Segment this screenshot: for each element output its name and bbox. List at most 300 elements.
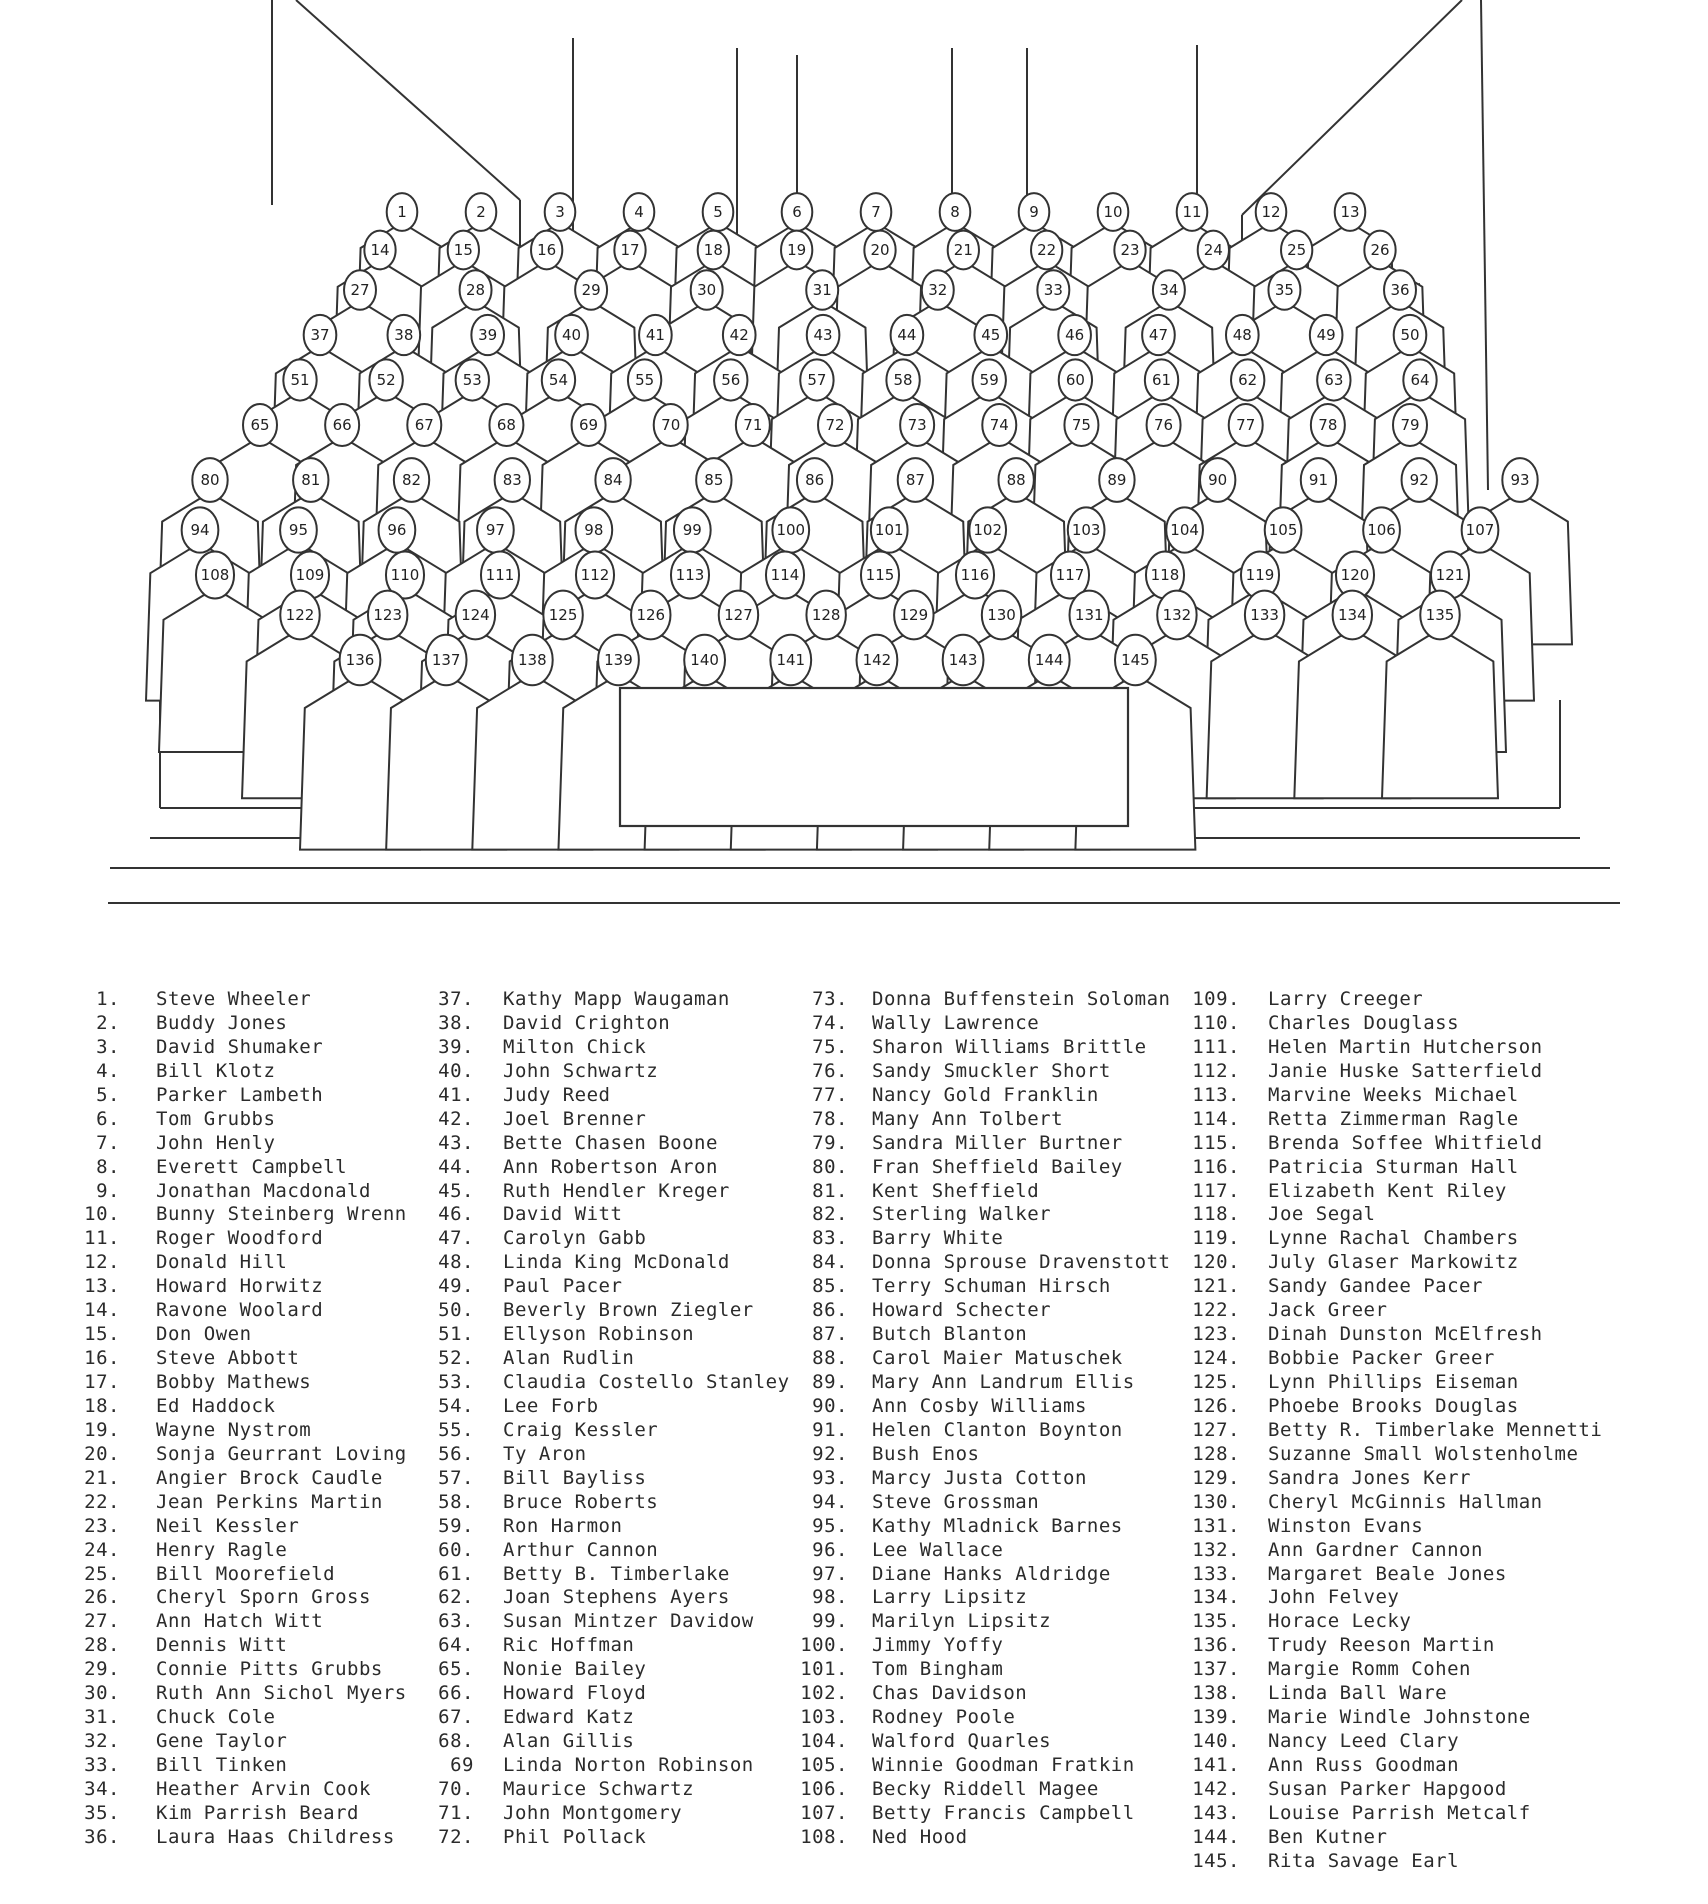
key-entry <box>430 1634 635 1658</box>
key-entry-number: 71. <box>438 1801 474 1824</box>
key-entry-number: 107. <box>800 1801 848 1824</box>
key-entry-number: 51. <box>438 1323 474 1346</box>
key-entry-number: 31. <box>84 1706 120 1729</box>
held-banner <box>620 688 1128 826</box>
key-entry-number: 115. <box>1192 1131 1240 1154</box>
silhouette-number: 12 <box>1261 203 1281 221</box>
key-entry-name: Cheryl Sporn Gross <box>156 1586 371 1609</box>
key-entry-name: Donna Buffenstein Soloman <box>872 988 1171 1010</box>
key-entry-number: 54. <box>438 1394 474 1417</box>
key-entry <box>430 988 730 1012</box>
key-entry-name: Walford Quarles <box>872 1730 1052 1753</box>
key-entry-number: 124. <box>1192 1347 1240 1370</box>
key-entry <box>430 1754 754 1778</box>
key-entry <box>78 1658 383 1682</box>
key-entry-number: 85. <box>812 1275 848 1298</box>
silhouette-number: 131 <box>1074 606 1104 624</box>
silhouette-number: 65 <box>250 416 270 434</box>
silhouette-number: 144 <box>1034 651 1064 669</box>
key-entry-number: 132. <box>1192 1538 1240 1561</box>
silhouette-number: 106 <box>1367 521 1396 539</box>
key-entry <box>790 1179 1040 1204</box>
name-key-column-1 <box>78 988 407 1850</box>
silhouette-number: 41 <box>645 326 665 344</box>
silhouette-number: 125 <box>548 606 578 624</box>
key-entry-name: Ruth Ann Sichol Myers <box>156 1682 407 1705</box>
key-entry-name: Lynn Phillips Eiseman <box>1268 1371 1519 1393</box>
key-entry-name: Bruce Roberts <box>503 1490 659 1513</box>
key-entry <box>430 1801 683 1826</box>
key-entry-name: Rodney Poole <box>872 1706 1016 1729</box>
key-entry <box>790 1682 1028 1706</box>
key-entry-number: 91. <box>812 1418 848 1441</box>
key-entry <box>1188 1107 1519 1132</box>
silhouette-number: 124 <box>461 606 490 624</box>
silhouette-number: 132 <box>1162 606 1192 624</box>
key-entry-number: 10. <box>84 1203 120 1226</box>
key-entry <box>78 1514 300 1539</box>
key-entry <box>430 1730 635 1754</box>
key-entry-number: 88. <box>812 1347 848 1370</box>
key-entry-number: 56. <box>438 1442 474 1465</box>
key-entry-name: Betty B. Timberlake <box>503 1562 730 1585</box>
key-entry <box>790 1538 1004 1563</box>
silhouette-number: 22 <box>1037 241 1057 259</box>
key-entry-name: David Witt <box>503 1203 623 1226</box>
silhouette-number: 137 <box>431 651 461 669</box>
key-entry <box>790 1011 1040 1036</box>
key-entry <box>790 1490 1040 1515</box>
key-entry-name: Tom Bingham <box>872 1658 1004 1681</box>
silhouette-number: 68 <box>496 416 516 434</box>
key-entry-number: 59. <box>438 1514 474 1537</box>
key-entry-name: Jean Perkins Martin <box>156 1490 383 1513</box>
key-entry-name: Margaret Beale Jones <box>1268 1562 1507 1585</box>
silhouette-number: 87 <box>905 471 925 489</box>
key-entry <box>78 1801 359 1826</box>
silhouette-number: 92 <box>1409 471 1429 489</box>
key-entry <box>790 1777 1099 1802</box>
silhouette-number: 91 <box>1308 471 1329 489</box>
key-entry <box>78 1466 383 1491</box>
key-entry-name: Edward Katz <box>503 1706 635 1729</box>
key-entry <box>430 1418 659 1443</box>
key-entry <box>430 1777 695 1802</box>
silhouette-number: 82 <box>401 471 422 489</box>
key-entry-number: 5. <box>96 1083 120 1106</box>
silhouette-number: 21 <box>953 241 973 259</box>
silhouette-number: 61 <box>1151 371 1172 389</box>
silhouette-number: 14 <box>370 241 390 259</box>
key-entry-number: 53. <box>438 1371 474 1393</box>
silhouette-number: 23 <box>1120 241 1140 259</box>
silhouette-number: 96 <box>387 521 407 539</box>
key-entry <box>430 1466 647 1491</box>
key-entry-name: Joan Stephens Ayers <box>503 1586 730 1609</box>
key-entry-name: Arthur Cannon <box>503 1538 659 1561</box>
key-entry-name: Marvine Weeks Michael <box>1268 1083 1519 1106</box>
silhouette-number: 73 <box>907 416 927 434</box>
key-entry-name: Ben Kutner <box>1268 1825 1388 1848</box>
key-entry-name: Winnie Goodman Fratkin <box>872 1754 1135 1776</box>
key-entry-name: Chuck Cole <box>156 1706 276 1729</box>
key-entry-number: 47. <box>438 1227 474 1250</box>
key-entry <box>1188 1275 1483 1299</box>
silhouette-number: 80 <box>200 471 220 489</box>
key-entry-number: 86. <box>812 1299 848 1322</box>
silhouette-number: 72 <box>825 416 845 434</box>
key-entry-number: 60. <box>438 1538 474 1561</box>
key-entry-name: Laura Haas Childress <box>156 1825 395 1848</box>
key-entry <box>790 1658 1004 1682</box>
key-entry <box>430 1035 647 1060</box>
key-entry <box>1188 1514 1424 1539</box>
key-entry-name: Marie Windle Johnstone <box>1268 1706 1531 1729</box>
key-entry-number: 103. <box>800 1706 848 1729</box>
key-entry <box>790 1347 1123 1371</box>
silhouette-number: 112 <box>580 566 610 584</box>
key-entry-name: Alan Gillis <box>503 1730 635 1753</box>
key-entry-name: Angier Brock Caudle <box>156 1466 383 1489</box>
silhouette-number: 20 <box>870 241 890 259</box>
silhouette-number: 81 <box>301 471 321 489</box>
silhouette-number: 7 <box>871 203 881 221</box>
silhouette-number: 136 <box>345 651 375 669</box>
silhouette-number: 35 <box>1274 281 1294 299</box>
key-entry <box>790 1754 1135 1778</box>
key-entry-number: 136. <box>1192 1634 1240 1657</box>
key-entry-number: 125. <box>1192 1371 1240 1393</box>
key-entry-number: 14. <box>84 1299 120 1322</box>
key-entry-number: 131. <box>1192 1514 1240 1537</box>
key-entry <box>1188 1730 1460 1754</box>
key-entry <box>1188 1442 1579 1467</box>
key-entry-number: 6. <box>96 1107 120 1130</box>
key-entry-number: 12. <box>84 1251 120 1274</box>
key-entry <box>1188 1227 1519 1251</box>
key-entry-name: Ty Aron <box>503 1442 587 1465</box>
key-entry-number: 137. <box>1192 1658 1240 1681</box>
key-entry-name: Joel Brenner <box>503 1107 647 1130</box>
key-entry <box>1188 1490 1543 1515</box>
key-entry <box>430 1825 647 1850</box>
key-entry-number: 55. <box>438 1418 474 1441</box>
key-entry-number: 106. <box>800 1777 848 1800</box>
key-entry-name: Ruth Hendler Kreger <box>503 1179 730 1202</box>
name-key-column-4 <box>1188 988 1603 1874</box>
silhouette-number: 11 <box>1182 203 1202 221</box>
silhouette-number: 75 <box>1071 416 1091 434</box>
key-entry <box>1188 1706 1531 1730</box>
key-entry-number: 36. <box>84 1825 120 1848</box>
key-entry-number: 80. <box>812 1155 848 1178</box>
key-entry <box>430 1610 754 1634</box>
silhouette-number: 50 <box>1400 326 1420 344</box>
silhouette-number: 19 <box>787 241 807 259</box>
silhouette-number: 119 <box>1245 566 1275 584</box>
silhouette-number: 25 <box>1287 241 1307 259</box>
key-entry-name: Carolyn Gabb <box>503 1227 647 1250</box>
key-entry-name: Elizabeth Kent Riley <box>1268 1179 1507 1202</box>
silhouette-number: 9 <box>1029 203 1039 221</box>
key-entry-number: 122. <box>1192 1299 1240 1322</box>
silhouette-number: 55 <box>635 371 655 389</box>
key-entry <box>430 1442 587 1467</box>
key-entry-name: David Shumaker <box>156 1035 324 1058</box>
key-entry <box>1188 1418 1603 1443</box>
key-entry-name: Ed Haddock <box>156 1394 276 1417</box>
key-entry-number: 17. <box>84 1371 120 1393</box>
key-entry-name: Wally Lawrence <box>872 1011 1040 1034</box>
silhouette-number: 88 <box>1006 471 1026 489</box>
key-entry-name: Becky Riddell Magee <box>872 1777 1099 1800</box>
key-entry-name: Jimmy Yoffy <box>872 1634 1004 1657</box>
silhouette-number: 66 <box>332 416 352 434</box>
key-entry <box>790 1299 1052 1323</box>
silhouette-number: 64 <box>1410 371 1430 389</box>
key-entry-name: Kim Parrish Beard <box>156 1801 359 1824</box>
key-entry-name: Ravone Woolard <box>156 1299 324 1322</box>
key-entry-name: Jack Greer <box>1268 1299 1388 1322</box>
key-entry <box>78 1562 336 1587</box>
key-entry-number: 29. <box>84 1658 120 1681</box>
key-entry-number: 46. <box>438 1203 474 1226</box>
key-entry-number: 20. <box>84 1442 120 1465</box>
key-entry-number: 7. <box>96 1131 120 1154</box>
key-entry-number: 121. <box>1192 1275 1240 1298</box>
silhouette-number: 74 <box>989 416 1009 434</box>
silhouette-number: 29 <box>581 281 601 299</box>
key-entry-name: Janie Huske Satterfield <box>1268 1059 1543 1082</box>
key-entry-name: Dinah Dunston McElfresh <box>1268 1323 1543 1346</box>
key-entry-name: Betty Francis Campbell <box>872 1801 1135 1824</box>
key-entry-number: 128. <box>1192 1442 1240 1465</box>
key-entry <box>430 1562 730 1587</box>
key-entry-number: 69 <box>450 1754 474 1776</box>
key-entry <box>430 1371 790 1395</box>
silhouette-number: 114 <box>770 566 800 584</box>
silhouette-number: 140 <box>690 651 719 669</box>
silhouette-number: 1 <box>397 203 407 221</box>
silhouette-number: 86 <box>805 471 825 489</box>
key-entry <box>790 1203 1052 1227</box>
key-entry-number: 138. <box>1192 1682 1240 1705</box>
key-entry-number: 13. <box>84 1275 120 1298</box>
key-entry-name: Nancy Leed Clary <box>1268 1730 1460 1753</box>
silhouette-number: 79 <box>1400 416 1420 434</box>
name-key-column-3 <box>790 988 1171 1850</box>
key-entry <box>78 1418 312 1443</box>
silhouette-number: 47 <box>1148 326 1169 344</box>
silhouette-number: 120 <box>1340 566 1370 584</box>
silhouette-number: 27 <box>350 281 370 299</box>
key-entry-number: 143. <box>1192 1801 1240 1824</box>
key-entry-name: Charles Douglass <box>1268 1011 1460 1034</box>
silhouette-number: 90 <box>1208 471 1228 489</box>
key-entry <box>78 1323 252 1347</box>
silhouette-number: 38 <box>394 326 414 344</box>
key-entry <box>78 1011 288 1036</box>
silhouette-number: 108 <box>200 566 230 584</box>
key-entry <box>78 1227 324 1251</box>
silhouette-number: 70 <box>661 416 681 434</box>
key-entry <box>430 1706 635 1730</box>
key-entry-name: John Henly <box>156 1131 276 1154</box>
key-entry-name: Parker Lambeth <box>156 1083 324 1106</box>
key-entry-number: 41. <box>438 1083 474 1106</box>
key-entry <box>1188 1131 1543 1156</box>
key-entry-number: 109. <box>1192 988 1240 1010</box>
silhouette-number: 40 <box>561 326 582 344</box>
key-entry-number: 72. <box>438 1825 474 1848</box>
key-entry-name: Sandra Jones Kerr <box>1268 1466 1471 1489</box>
silhouette-number: 117 <box>1055 566 1085 584</box>
silhouette-number: 135 <box>1425 606 1455 624</box>
key-entry <box>430 1394 599 1419</box>
key-entry-number: 108. <box>800 1825 848 1848</box>
key-entry-name: Joe Segal <box>1268 1203 1376 1226</box>
silhouette-number: 53 <box>462 371 482 389</box>
key-entry <box>1188 988 1424 1012</box>
key-entry-number: 25. <box>84 1562 120 1585</box>
key-entry-name: Phoebe Brooks Douglas <box>1268 1394 1519 1417</box>
key-entry <box>790 1418 1123 1443</box>
key-entry-name: Kathy Mapp Waugaman <box>503 988 730 1010</box>
key-entry-name: Henry Ragle <box>156 1538 288 1561</box>
silhouette-number: 39 <box>478 326 498 344</box>
silhouette-number: 57 <box>807 371 827 389</box>
key-entry-name: Don Owen <box>156 1323 252 1346</box>
key-entry-number: 63. <box>438 1610 474 1633</box>
key-entry <box>430 1347 635 1371</box>
silhouette-number: 26 <box>1370 241 1390 259</box>
key-entry-name: Cheryl McGinnis Hallman <box>1268 1490 1543 1513</box>
key-entry-name: Chas Davidson <box>872 1682 1028 1705</box>
silhouette-number: 43 <box>813 326 833 344</box>
key-entry <box>78 988 312 1012</box>
key-entry <box>78 1059 276 1084</box>
silhouette-number: 142 <box>862 651 892 669</box>
key-entry-name: Rita Savage Earl <box>1268 1849 1460 1872</box>
key-entry-name: Horace Lecky <box>1268 1610 1412 1633</box>
key-entry-number: 30. <box>84 1682 120 1705</box>
key-entry-name: Ric Hoffman <box>503 1634 635 1657</box>
key-entry-name: Helen Clanton Boynton <box>872 1418 1123 1441</box>
key-entry-name: Ned Hood <box>872 1825 968 1848</box>
key-entry-number: 64. <box>438 1634 474 1657</box>
key-entry-number: 145. <box>1192 1849 1240 1872</box>
key-entry-number: 48. <box>438 1251 474 1274</box>
key-entry-name: Betty R. Timberlake Mennetti <box>1268 1418 1603 1441</box>
key-entry-number: 75. <box>812 1035 848 1058</box>
key-entry-number: 35. <box>84 1801 120 1824</box>
key-entry <box>790 1634 1004 1658</box>
silhouette-number: 138 <box>517 651 547 669</box>
key-entry <box>78 1035 324 1060</box>
key-entry-name: Sterling Walker <box>872 1203 1052 1226</box>
key-entry-name: Linda King McDonald <box>503 1251 730 1274</box>
key-entry <box>1188 1035 1543 1060</box>
silhouette-number: 123 <box>373 606 403 624</box>
key-entry <box>1188 1777 1507 1802</box>
silhouette-number: 44 <box>897 326 917 344</box>
key-entry-number: 78. <box>812 1107 848 1130</box>
key-entry <box>1188 1801 1531 1826</box>
key-entry <box>1188 1203 1376 1227</box>
key-entry <box>78 1442 407 1467</box>
key-entry-number: 92. <box>812 1442 848 1465</box>
key-entry <box>790 1586 1028 1610</box>
silhouette-number: 101 <box>874 521 904 539</box>
silhouette-number: 134 <box>1337 606 1367 624</box>
silhouette-number: 110 <box>390 566 420 584</box>
key-entry-name: Larry Lipsitz <box>872 1586 1028 1609</box>
key-entry-number: 139. <box>1192 1706 1240 1729</box>
silhouette-number: 16 <box>537 241 557 259</box>
key-entry-number: 120. <box>1192 1251 1240 1274</box>
key-entry-name: Alan Rudlin <box>503 1347 635 1370</box>
key-entry-name: Paul Pacer <box>503 1275 623 1298</box>
key-entry-name: Bill Bayliss <box>503 1466 647 1489</box>
silhouette-number: 126 <box>636 606 666 624</box>
key-entry-number: 26. <box>84 1586 120 1609</box>
silhouette-number: 71 <box>743 416 763 434</box>
key-entry <box>430 1083 611 1108</box>
key-entry-name: Everett Campbell <box>156 1155 348 1178</box>
key-entry <box>1188 1562 1507 1587</box>
key-entry <box>1188 1394 1519 1419</box>
key-entry <box>1188 1155 1519 1180</box>
key-entry-name: John Felvey <box>1268 1586 1400 1609</box>
key-entry-name: Mary Ann Landrum Ellis <box>872 1371 1135 1393</box>
key-entry <box>790 988 1171 1012</box>
key-entry-number: 130. <box>1192 1490 1240 1513</box>
key-entry <box>790 1514 1123 1539</box>
key-entry-number: 65. <box>438 1658 474 1681</box>
key-entry-name: Nonie Bailey <box>503 1658 647 1681</box>
silhouette-number: 52 <box>376 371 396 389</box>
key-entry <box>430 1299 754 1323</box>
key-entry <box>1188 1754 1460 1778</box>
key-entry <box>1188 1323 1543 1347</box>
key-entry <box>1188 1634 1495 1658</box>
key-entry-number: 40. <box>438 1059 474 1082</box>
key-entry <box>790 1801 1135 1826</box>
key-entry <box>78 1155 348 1180</box>
key-entry-name: Milton Chick <box>503 1035 647 1058</box>
key-entry <box>1188 1610 1412 1634</box>
key-entry-name: Lee Wallace <box>872 1538 1004 1561</box>
key-entry <box>790 1131 1123 1156</box>
silhouette-number: 98 <box>584 521 604 539</box>
key-entry <box>430 1179 730 1204</box>
key-entry <box>430 1251 730 1275</box>
silhouette-number: 48 <box>1232 326 1252 344</box>
key-entry-number: 70. <box>438 1777 474 1800</box>
key-entry-name: Louise Parrish Metcalf <box>1268 1801 1531 1824</box>
key-entry-number: 1. <box>96 988 120 1010</box>
key-entry <box>430 1059 659 1084</box>
key-entry <box>430 1227 647 1251</box>
key-entry-number: 8. <box>96 1155 120 1178</box>
key-entry-name: Retta Zimmerman Ragle <box>1268 1107 1519 1130</box>
key-entry-number: 123. <box>1192 1323 1240 1346</box>
key-entry <box>790 1251 1171 1275</box>
silhouette-number: 122 <box>285 606 315 624</box>
silhouette-number: 141 <box>776 651 806 669</box>
key-entry <box>790 1107 1064 1132</box>
key-entry <box>430 1538 659 1563</box>
